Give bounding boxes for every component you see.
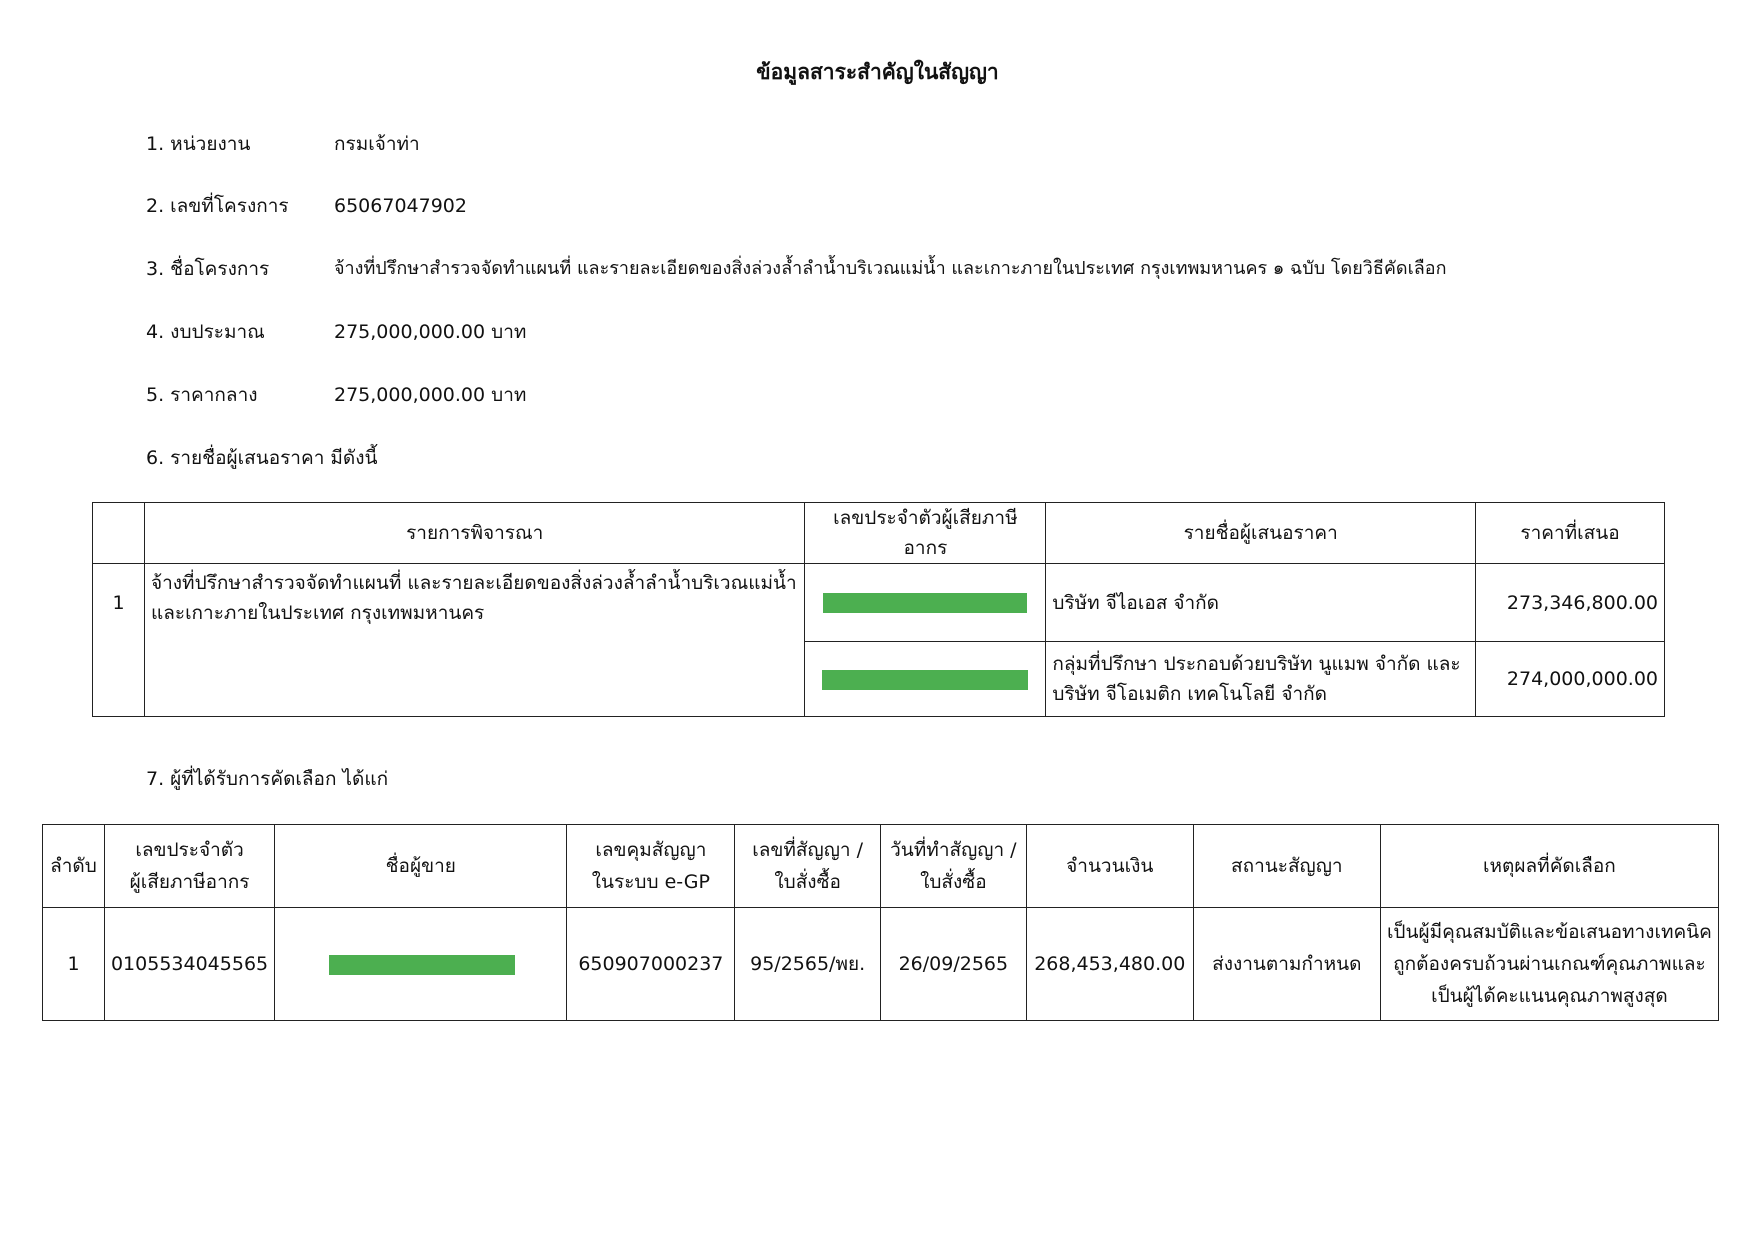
redacted-vendor-name: [329, 955, 515, 975]
field-value: จ้างที่ปรึกษาสำรวจจัดทำแผนที่ และรายละเอียดของสิ่งล่วงล้ำลำน้ำบริเวณแม่น้ำ และเกาะภายในประเทศ กรุงเทพมหานคร ๑ ฉบับ โดยวิธีคัดเลือก: [334, 258, 1447, 279]
vendor-name-cell: [275, 908, 567, 1021]
redacted-tax-id: [822, 670, 1028, 690]
field-value: กรมเจ้าท่า: [334, 133, 420, 155]
field-label: 2. เลขที่โครงการ: [146, 195, 289, 217]
table-row: [43, 908, 1719, 1021]
bidder-name: [1046, 564, 1476, 642]
bidder-name: [1046, 642, 1476, 717]
column-header: เลขประจำตัว ผู้เสียภาษีอากร: [104, 825, 274, 908]
column-header: ชื่อผู้ขาย: [275, 825, 567, 908]
field-label: 1. หน่วยงาน: [146, 133, 251, 155]
section-6-heading: 6. รายชื่อผู้เสนอราคา มีดังนี้: [146, 447, 378, 469]
tax-id-cell: [805, 564, 1046, 642]
field-agency: [146, 131, 420, 157]
field-budget: [146, 319, 527, 345]
column-header: ราคาที่เสนอ: [1476, 503, 1665, 564]
tax-id-cell: [805, 642, 1046, 717]
column-header: เลขคุมสัญญา ในระบบ e-GP: [567, 825, 735, 908]
column-header: จำนวนเงิน: [1026, 825, 1193, 908]
document-title: ข้อมูลสาระสำคัญในสัญญา: [756, 60, 999, 84]
field-label: 3. ชื่อโครงการ: [146, 258, 270, 280]
contract-date: 26/09/2565: [880, 908, 1026, 1021]
field-project-name: [146, 256, 1447, 282]
item-line: จ้างที่ปรึกษาสำรวจจัดทำแผนที่ และรายละเอียดของสิ่งล่วงล้ำลำน้ำบริเวณแม่น้ำ: [150, 572, 797, 594]
row-index: 1: [43, 908, 105, 1021]
reason-line: เป็นผู้ได้คะแนนคุณภาพสูงสุด: [1431, 985, 1668, 1007]
contract-amount: 268,453,480.00: [1026, 908, 1193, 1021]
selection-reason: [1380, 908, 1718, 1021]
item-line: และเกาะภายในประเทศ กรุงเทพมหานคร: [150, 602, 485, 624]
field-project-number: [146, 193, 467, 219]
field-value: 65067047902: [334, 195, 467, 217]
reason-line: ถูกต้องครบถ้วนผ่านเกณฑ์คุณภาพและ: [1393, 953, 1706, 975]
column-header: เลขที่สัญญา / ใบสั่งซื้อ: [735, 825, 881, 908]
column-header: [93, 503, 145, 564]
contract-status: ส่งงานตามกำหนด: [1193, 908, 1380, 1021]
row-index: 1: [93, 564, 145, 717]
consideration-item: [144, 564, 804, 717]
column-header: วันที่ทำสัญญา / ใบสั่งซื้อ: [880, 825, 1026, 908]
field-value: 275,000,000.00 บาท: [334, 384, 527, 406]
column-header: ลำดับ: [43, 825, 105, 908]
column-header: เลขประจำตัวผู้เสียภาษีอากร: [805, 503, 1046, 564]
column-header: สถานะสัญญา: [1193, 825, 1380, 908]
redacted-tax-id: [823, 593, 1027, 613]
table-row: [93, 564, 1665, 642]
table-header-row: [43, 825, 1719, 908]
table-header-row: [93, 503, 1665, 564]
bid-price: 273,346,800.00: [1476, 564, 1665, 642]
tax-id: 0105534045565: [104, 908, 274, 1021]
column-header: รายชื่อผู้เสนอราคา: [1046, 503, 1476, 564]
bidder-name-line: บริษัท จีโอเมติก เทคโนโลยี จำกัด: [1052, 683, 1327, 705]
bidder-name-line: กลุ่มที่ปรึกษา ประกอบด้วยบริษัท นูแมพ จำกัด และ: [1052, 653, 1461, 675]
bid-price: 274,000,000.00: [1476, 642, 1665, 717]
field-label: 4. งบประมาณ: [146, 321, 265, 343]
field-median-price: [146, 382, 527, 408]
column-header: เหตุผลที่คัดเลือก: [1380, 825, 1718, 908]
bidders-table: [92, 502, 1665, 717]
selected-vendor-table: [42, 824, 1719, 1021]
contract-number: 95/2565/พย.: [735, 908, 881, 1021]
bidder-name-line: บริษัท จีไอเอส จำกัด: [1052, 591, 1220, 614]
column-header: รายการพิจารณา: [144, 503, 804, 564]
reason-line: เป็นผู้มีคุณสมบัติและข้อเสนอทางเทคนิค: [1386, 921, 1712, 943]
egp-control-number: 650907000237: [567, 908, 735, 1021]
section-7-heading: 7. ผู้ที่ได้รับการคัดเลือก ได้แก่: [146, 768, 389, 790]
field-label: 5. ราคากลาง: [146, 384, 258, 406]
field-value: 275,000,000.00 บาท: [334, 321, 527, 343]
